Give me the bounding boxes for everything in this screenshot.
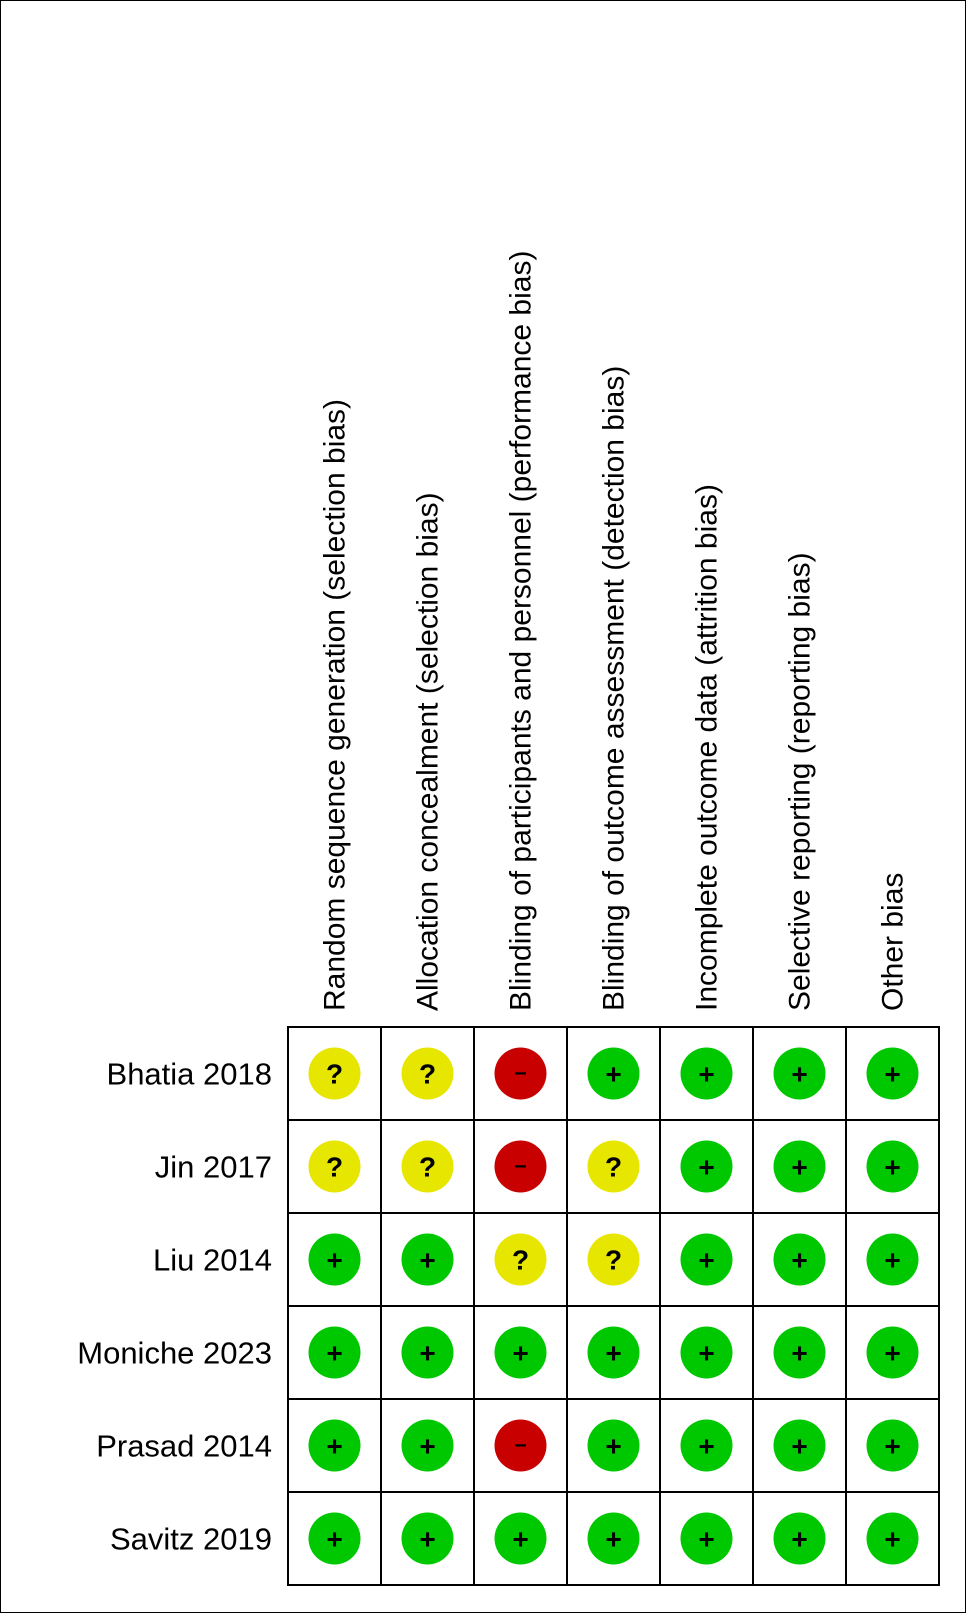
cell-unclear-r2-c4	[588, 1141, 640, 1193]
cell-low-r4-c3	[495, 1327, 547, 1379]
unclear-symbol: ?	[418, 1058, 437, 1090]
row-label-3: Liu 2014	[153, 1242, 272, 1278]
unclear-symbol: ?	[604, 1244, 623, 1276]
low-symbol: +	[326, 1337, 343, 1369]
risk-of-bias-summary	[1, 1, 967, 1614]
low-symbol: +	[698, 1151, 715, 1183]
cell-low-r2-c6	[774, 1141, 826, 1193]
column-label-4: Blinding of outcome assessment (detection bias)	[597, 365, 631, 1011]
row-label-1: Bhatia 2018	[106, 1056, 272, 1092]
low-symbol: +	[419, 1337, 436, 1369]
low-symbol: +	[605, 1337, 622, 1369]
low-symbol: +	[605, 1523, 622, 1555]
cell-high-r1-c3	[495, 1048, 547, 1100]
low-symbol: +	[791, 1430, 808, 1462]
cell-low-r4-c1	[309, 1327, 361, 1379]
cell-low-r4-c6	[774, 1327, 826, 1379]
cell-low-r6-c1	[309, 1513, 361, 1565]
cell-low-r6-c2	[402, 1513, 454, 1565]
low-symbol: +	[326, 1523, 343, 1555]
cell-low-r4-c5	[681, 1327, 733, 1379]
low-symbol: +	[884, 1430, 901, 1462]
cell-low-r4-c2	[402, 1327, 454, 1379]
cell-unclear-r2-c2	[402, 1141, 454, 1193]
low-symbol: +	[884, 1523, 901, 1555]
cell-low-r6-c7	[867, 1513, 919, 1565]
low-symbol: +	[326, 1244, 343, 1276]
cell-low-r3-c6	[774, 1234, 826, 1286]
cell-low-r5-c7	[867, 1420, 919, 1472]
unclear-symbol: ?	[604, 1151, 623, 1183]
low-symbol: +	[791, 1523, 808, 1555]
column-label-7: Other bias	[876, 872, 910, 1011]
cell-low-r5-c2	[402, 1420, 454, 1472]
low-symbol: +	[326, 1430, 343, 1462]
row-label-6: Savitz 2019	[110, 1521, 272, 1557]
low-symbol: +	[698, 1430, 715, 1462]
low-symbol: +	[605, 1058, 622, 1090]
cell-unclear-r3-c4	[588, 1234, 640, 1286]
low-symbol: +	[698, 1337, 715, 1369]
column-label-6: Selective reporting (reporting bias)	[783, 552, 817, 1011]
low-symbol: +	[884, 1244, 901, 1276]
column-label-2: Allocation concealment (selection bias)	[411, 492, 445, 1011]
high-symbol: –	[514, 1431, 527, 1457]
unclear-symbol: ?	[325, 1058, 344, 1090]
cell-unclear-r1-c2	[402, 1048, 454, 1100]
cell-low-r3-c5	[681, 1234, 733, 1286]
unclear-symbol: ?	[325, 1151, 344, 1183]
low-symbol: +	[419, 1430, 436, 1462]
unclear-symbol: ?	[511, 1244, 530, 1276]
low-symbol: +	[698, 1523, 715, 1555]
cell-low-r1-c7	[867, 1048, 919, 1100]
cell-low-r1-c4	[588, 1048, 640, 1100]
cell-high-r2-c3	[495, 1141, 547, 1193]
cell-low-r6-c4	[588, 1513, 640, 1565]
column-label-1: Random sequence generation (selection bias)	[318, 398, 352, 1011]
cell-low-r5-c5	[681, 1420, 733, 1472]
column-label-5: Incomplete outcome data (attrition bias)	[690, 484, 724, 1011]
low-symbol: +	[884, 1151, 901, 1183]
low-symbol: +	[419, 1523, 436, 1555]
low-symbol: +	[698, 1058, 715, 1090]
low-symbol: +	[512, 1523, 529, 1555]
cell-unclear-r2-c1	[309, 1141, 361, 1193]
row-label-5: Prasad 2014	[96, 1428, 272, 1464]
cell-low-r5-c6	[774, 1420, 826, 1472]
cell-unclear-r1-c1	[309, 1048, 361, 1100]
cell-low-r1-c6	[774, 1048, 826, 1100]
low-symbol: +	[884, 1337, 901, 1369]
row-label-2: Jin 2017	[154, 1149, 272, 1185]
low-symbol: +	[419, 1244, 436, 1276]
low-symbol: +	[791, 1151, 808, 1183]
cell-unclear-r3-c3	[495, 1234, 547, 1286]
low-symbol: +	[605, 1430, 622, 1462]
row-label-4: Moniche 2023	[77, 1335, 272, 1371]
cell-low-r3-c2	[402, 1234, 454, 1286]
cell-low-r3-c7	[867, 1234, 919, 1286]
cell-low-r6-c3	[495, 1513, 547, 1565]
cell-high-r5-c3	[495, 1420, 547, 1472]
cell-low-r6-c5	[681, 1513, 733, 1565]
grid	[288, 1027, 939, 1585]
cell-low-r5-c4	[588, 1420, 640, 1472]
column-label-3: Blinding of participants and personnel (performance bias)	[504, 250, 538, 1011]
low-symbol: +	[698, 1244, 715, 1276]
cell-low-r2-c7	[867, 1141, 919, 1193]
low-symbol: +	[512, 1337, 529, 1369]
column-labels	[319, 251, 910, 1011]
cell-low-r5-c1	[309, 1420, 361, 1472]
cell-low-r4-c7	[867, 1327, 919, 1379]
row-labels	[77, 1057, 272, 1557]
unclear-symbol: ?	[418, 1151, 437, 1183]
low-symbol: +	[791, 1337, 808, 1369]
cell-low-r1-c5	[681, 1048, 733, 1100]
high-symbol: –	[514, 1059, 527, 1085]
high-symbol: –	[514, 1152, 527, 1178]
cell-low-r4-c4	[588, 1327, 640, 1379]
low-symbol: +	[791, 1244, 808, 1276]
cell-low-r2-c5	[681, 1141, 733, 1193]
cell-low-r6-c6	[774, 1513, 826, 1565]
low-symbol: +	[884, 1058, 901, 1090]
low-symbol: +	[791, 1058, 808, 1090]
cell-low-r3-c1	[309, 1234, 361, 1286]
